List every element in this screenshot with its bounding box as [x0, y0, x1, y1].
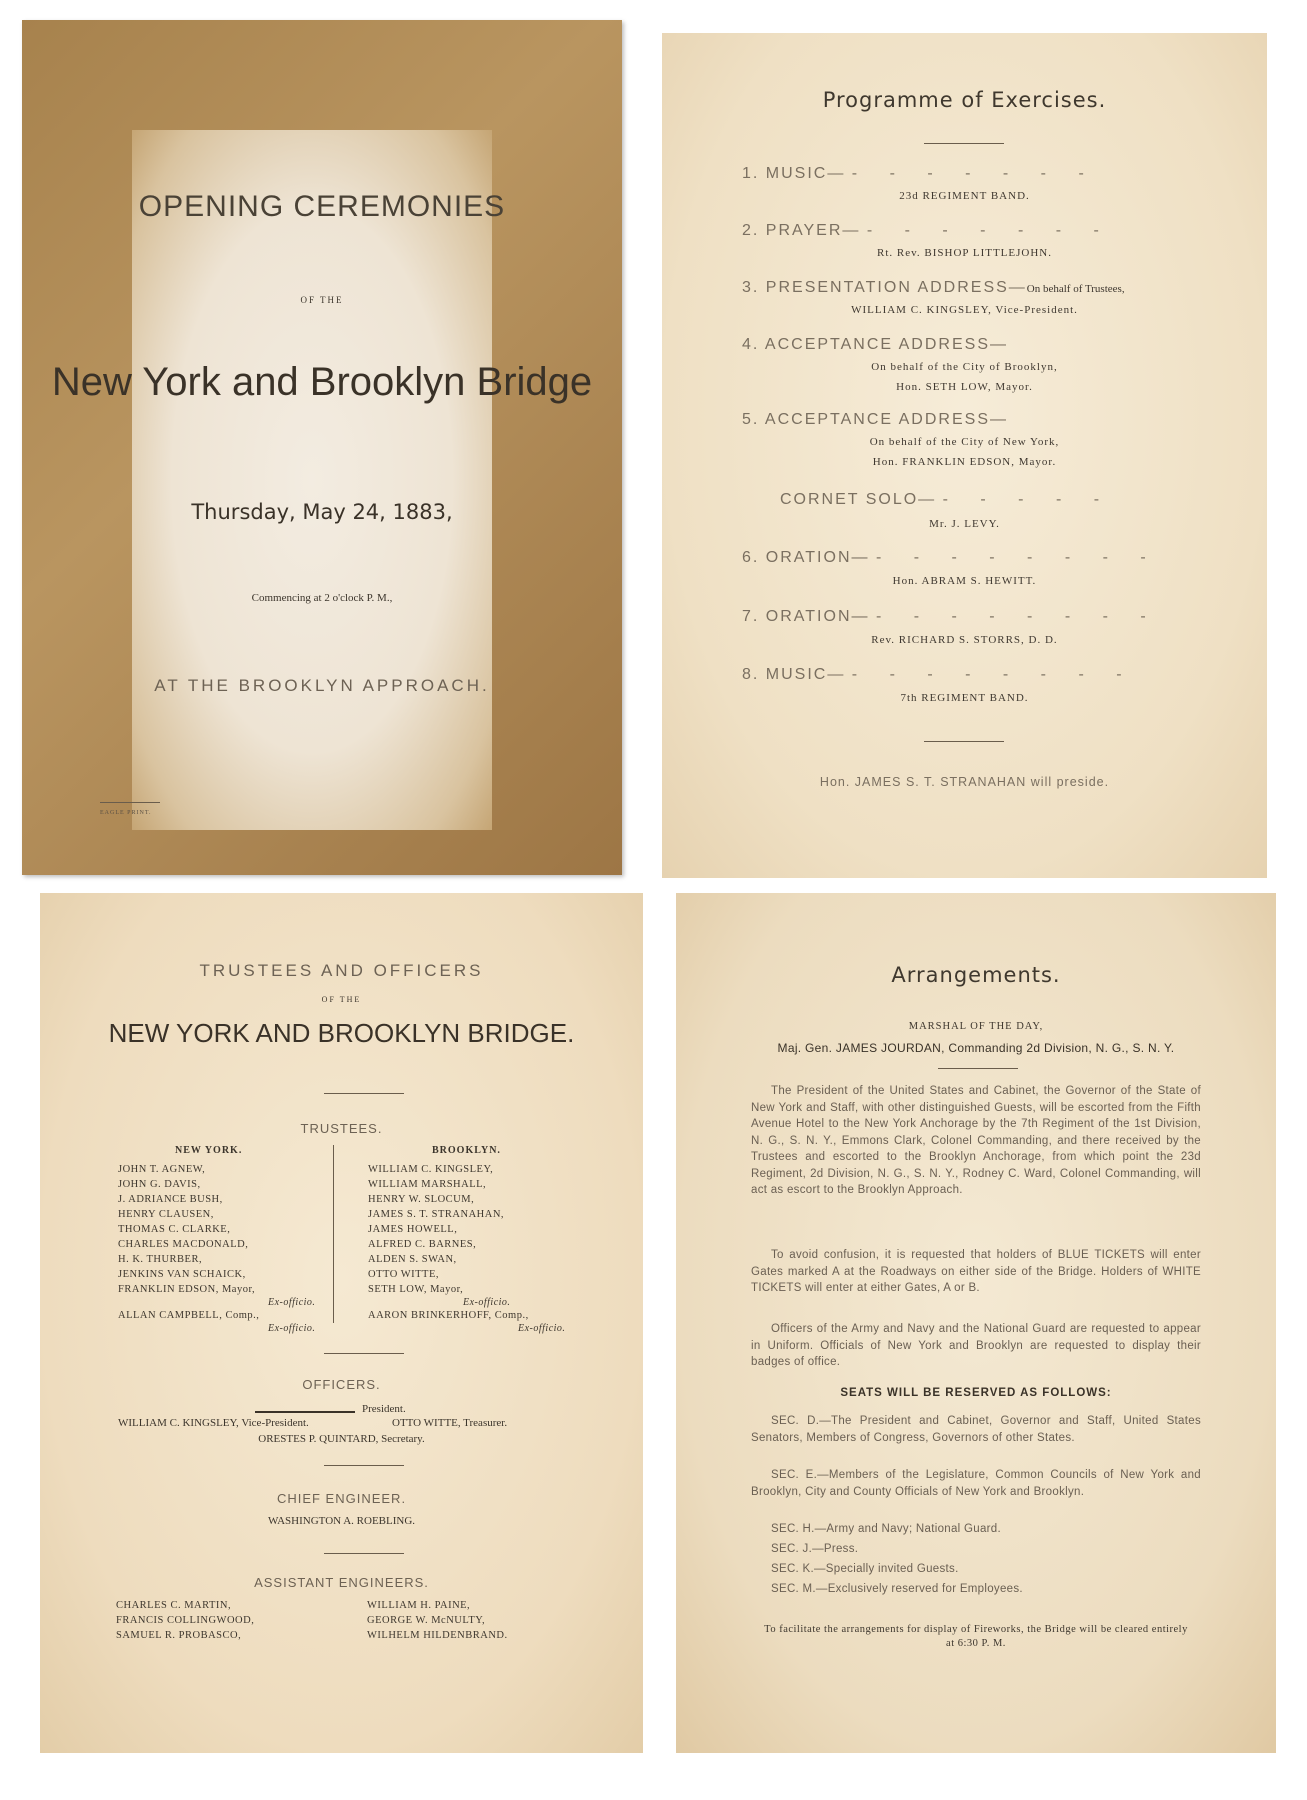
section-m: SEC. M.—Exclusively reserved for Employees. — [771, 1583, 1023, 1595]
treasurer: OTTO WITTE, Treasurer. — [392, 1417, 508, 1429]
trustee-name: WILLIAM C. KINGSLEY, — [368, 1164, 494, 1175]
chief-rule — [324, 1465, 404, 1466]
section-j: SEC. J.—Press. — [771, 1543, 859, 1555]
trustees-bridge-name: NEW YORK AND BROOKLYN BRIDGE. — [108, 1018, 575, 1048]
assistant-engineers-heading: ASSISTANT ENGINEERS. — [254, 1575, 429, 1590]
marshal-label: MARSHAL OF THE DAY, — [908, 1021, 1044, 1032]
brooklyn-trustees — [368, 1162, 565, 1334]
chief-engineer-heading: CHIEF ENGINEER. — [276, 1491, 407, 1506]
section-e: SEC. E.—Members of the Legislature, Common Councils of New York and Brooklyn, City and County Officials of New York and Brooklyn. — [751, 1469, 1201, 1498]
programme-bottom-rule — [924, 741, 1004, 742]
engineer-name: CHARLES C. MARTIN, — [116, 1600, 232, 1611]
programme-title: Programme of Exercises. — [822, 88, 1107, 112]
programme-item-5: 5. ACCEPTANCE ADDRESS— — [742, 411, 1008, 428]
trustee-name: FRANKLIN EDSON, Mayor, — [118, 1284, 256, 1295]
engineer-name: GEORGE W. McNULTY, — [367, 1615, 486, 1626]
trustee-name: ALFRED C. BARNES, — [368, 1239, 477, 1250]
trustees-rule — [324, 1093, 404, 1094]
printer-mark: EAGLE PRINT. — [100, 810, 152, 816]
programme-item-6: 6. ORATION— - - - - - - - - — [742, 549, 1160, 566]
cover-title: OPENING CEREMONIES — [138, 190, 506, 223]
trustee-name: AARON BRINKERHOFF, Comp., — [368, 1310, 529, 1321]
trustee-name: CHARLES MACDONALD, — [118, 1239, 249, 1250]
trustee-name: OTTO WITTE, — [368, 1269, 440, 1280]
ex-officio-note: Ex-officio. — [268, 1323, 316, 1334]
programme-item-5-performer: Hon. FRANKLIN EDSON, Mayor. — [872, 456, 1057, 468]
section-d: SEC. D.—The President and Cabinet, Governor and Staff, United States Senators, Members of Congress, Governors of other States. — [751, 1415, 1201, 1444]
president-label: President. — [362, 1403, 406, 1415]
new-york-heading: NEW YORK. — [175, 1145, 243, 1156]
president-blank-line — [255, 1411, 355, 1413]
uniform-paragraph: Officers of the Army and Navy and the National Guard are requested to appear in Uniform. Officials of New York and Brooklyn are requested to display their badges of office. — [751, 1323, 1201, 1368]
cover-page — [22, 20, 622, 875]
engineer-name: FRANCIS COLLINGWOOD, — [116, 1615, 255, 1626]
programme-item-7-performer: Rev. RICHARD S. STORRS, D. D. — [871, 634, 1058, 646]
programme-item-4-performer: Hon. SETH LOW, Mayor. — [896, 381, 1033, 393]
programme-page — [662, 33, 1267, 878]
trustees-page — [40, 893, 643, 1753]
trustee-name: SETH LOW, Mayor, — [368, 1284, 464, 1295]
trustee-name: THOMAS C. CLARKE, — [118, 1224, 231, 1235]
programme-item-6-performer: Hon. ABRAM S. HEWITT. — [892, 575, 1037, 587]
programme-item-8-performer: 7th REGIMENT BAND. — [900, 692, 1029, 704]
section-h: SEC. H.—Army and Navy; National Guard. — [771, 1523, 1001, 1535]
chief-engineer-name: WASHINGTON A. ROEBLING. — [267, 1515, 416, 1527]
seats-heading: SEATS WILL BE RESERVED AS FOLLOWS: — [840, 1387, 1112, 1399]
arrangements-rule — [938, 1068, 1018, 1069]
officers-rule — [324, 1353, 404, 1354]
trustee-name: JAMES HOWELL, — [368, 1224, 458, 1235]
programme-item-5-note: On behalf of the City of New York, — [869, 436, 1060, 448]
cover-commencing: Commencing at 2 o'clock P. M., — [251, 592, 393, 604]
programme-item-7: 7. ORATION— - - - - - - - - — [742, 608, 1160, 625]
programme-cornet-performer: Mr. J. LEVY. — [929, 518, 1000, 530]
brooklyn-heading: BROOKLYN. — [432, 1145, 501, 1156]
engineer-name: WILHELM HILDENBRAND. — [367, 1630, 508, 1641]
section-k: SEC. K.—Specially invited Guests. — [771, 1563, 959, 1575]
new-york-trustees — [118, 1162, 315, 1334]
trustee-name: HENRY W. SLOCUM, — [368, 1194, 475, 1205]
ex-officio-note: Ex-officio. — [268, 1297, 316, 1308]
fireworks-notice: To facilitate the arrangements for display of Fireworks, the Bridge will be cleared entirely at 6:30 P. M. — [764, 1624, 1188, 1649]
cover-bridge-name: New York and Brooklyn Bridge — [51, 360, 593, 404]
programme-item-2: 2. PRAYER— - - - - - - - — [742, 222, 1113, 239]
programme-item-2-performer: Rt. Rev. BISHOP LITTLEJOHN. — [877, 247, 1052, 259]
trustee-name: ALDEN S. SWAN, — [368, 1254, 457, 1265]
programme-cornet-solo: CORNET SOLO— - - - - - — [780, 491, 1114, 508]
ex-officio-note: Ex-officio. — [518, 1323, 566, 1334]
programme-item-3-performer: WILLIAM C. KINGSLEY, Vice-President. — [851, 304, 1078, 316]
trustee-name: J. ADRIANCE BUSH, — [118, 1194, 223, 1205]
trustee-name: JOHN G. DAVIS, — [118, 1179, 201, 1190]
trustee-name: JOHN T. AGNEW, — [118, 1164, 206, 1175]
engineer-name: SAMUEL R. PROBASCO, — [116, 1630, 242, 1641]
programme-item-1: 1. MUSIC— - - - - - - - — [742, 165, 1098, 182]
assistant-engineers-left — [116, 1598, 254, 1643]
arrangements-title: Arrangements. — [891, 963, 1061, 987]
ex-officio-note: Ex-officio. — [463, 1297, 511, 1308]
programme-rule — [924, 143, 1004, 144]
trustees-heading: TRUSTEES. — [300, 1121, 383, 1136]
trustee-name: HENRY CLAUSEN, — [118, 1209, 214, 1220]
trustee-name: JAMES S. T. STRANAHAN, — [368, 1209, 505, 1220]
cover-of-the: OF THE — [300, 295, 344, 305]
officers-heading: OFFICERS. — [302, 1377, 381, 1392]
programme-item-8: 8. MUSIC— - - - - - - - - — [742, 666, 1136, 683]
engineer-name: WILLIAM H. PAINE, — [367, 1600, 471, 1611]
secretary: ORESTES P. QUINTARD, Secretary. — [258, 1433, 425, 1445]
trustees-title: TRUSTEES AND OFFICERS — [199, 961, 484, 980]
marshal-name: Maj. Gen. JAMES JOURDAN, Commanding 2d Division, N. G., S. N. Y. — [777, 1041, 1175, 1055]
assistant-engineers-right — [367, 1598, 508, 1643]
trustee-name: JENKINS VAN SCHAICK, — [118, 1269, 246, 1280]
trustees-divider — [333, 1145, 334, 1323]
cover-location: AT THE BROOKLYN APPROACH. — [154, 676, 490, 695]
printer-rule — [100, 802, 160, 803]
cover-faded-panel — [132, 130, 492, 830]
trustee-name: H. K. THURBER, — [118, 1254, 203, 1265]
vice-president: WILLIAM C. KINGSLEY, Vice-President. — [118, 1417, 309, 1429]
programme-item-4-note: On behalf of the City of Brooklyn, — [871, 361, 1058, 373]
trustees-of-the: OF THE — [321, 995, 362, 1004]
programme-item-1-performer: 23d REGIMENT BAND. — [899, 190, 1030, 202]
programme-item-4: 4. ACCEPTANCE ADDRESS— — [742, 336, 1008, 353]
tickets-paragraph: To avoid confusion, it is requested that holders of BLUE TICKETS will enter Gates marked A at the Roadways on either side of the Bridge. Holders of WHITE TICKETS will enter at either Gates, A or B. — [751, 1249, 1201, 1294]
programme-preside: Hon. JAMES S. T. STRANAHAN will preside. — [819, 775, 1110, 789]
cover-date: Thursday, May 24, 1883, — [191, 500, 453, 524]
trustee-name: WILLIAM MARSHALL, — [368, 1179, 487, 1190]
arrangements-page — [676, 893, 1276, 1753]
assistant-rule — [324, 1553, 404, 1554]
programme-item-3: 3. PRESENTATION ADDRESS—On behalf of Trustees, — [742, 279, 1125, 296]
escort-paragraph: The President of the United States and Cabinet, the Governor of the State of New York and Staff, with other distinguished Guests, will be escorted from the Fifth Avenue Hotel to the New York Anchorage by the 7th Regiment of the 1st Division, N. G., S. N. Y., Emmons Clark, Colonel Commanding, and there received by the Trustees and escorted to the Brooklyn Anchorage, from which point the 23d Regiment, 2d Division, N. G., S. N. Y., Rodney C. Ward, Colonel Commanding, will act as escort to the Brooklyn Approach. — [751, 1085, 1201, 1196]
trustee-name: ALLAN CAMPBELL, Comp., — [118, 1310, 260, 1321]
